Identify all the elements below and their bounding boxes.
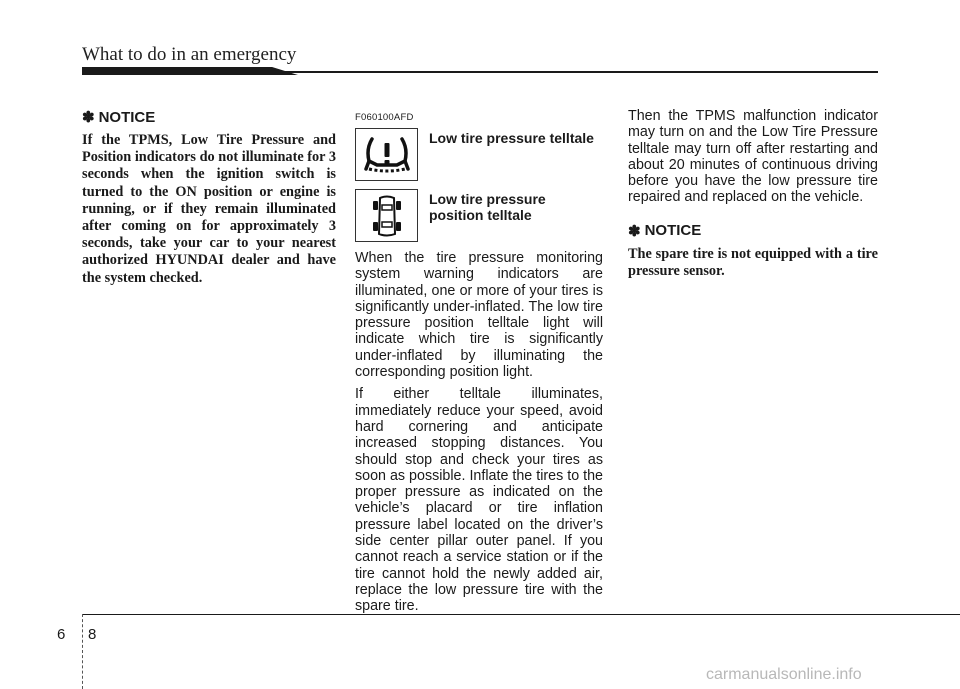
footer-divider — [82, 614, 83, 689]
low-tire-pressure-telltale-icon — [355, 128, 418, 181]
notice-title — [628, 222, 878, 240]
chapter-number: 6 — [57, 626, 66, 643]
page-number: 8 — [88, 626, 97, 643]
figure-code: F060100AFD — [355, 112, 414, 123]
notice-star-icon: ✽ — [82, 109, 95, 126]
tire-position-telltale-icon — [355, 189, 418, 242]
column-middle — [355, 108, 603, 621]
icon-row-pressure — [355, 128, 603, 181]
footer-rule — [82, 614, 960, 615]
notice-label: NOTICE — [644, 222, 702, 240]
notice-title — [82, 108, 336, 126]
icon-label: Low tire pressure telltale — [429, 130, 594, 146]
header-rule — [82, 71, 878, 73]
header-title: What to do in an emergency — [82, 44, 297, 65]
paragraph: When the tire pressure monitoring system warning indicators are illuminated, one or more of your tires is significantly under-inflated. The low tire pressure position telltale light will indicate which tire is significantly under-inflated by illuminating the corresponding position light. — [355, 250, 603, 381]
watermark: carmanualsonline.info — [706, 666, 862, 683]
paragraph: Then the TPMS malfunction indicator may turn on and the Low Tire Pressure telltale may turn off after restarting and about 20 minutes of continuous driving before you have the low pressure tire repaired and replaced on the vehicle. — [628, 108, 878, 206]
notice-body: If the TPMS, Low Tire Pressure and Position indicators do not illuminate for 3 seconds when the ignition switch is turned to the ON position or engine is running, or if they remain illuminated after coming on for approximately 3 seconds, take your car to your nearest authorized HYUNDAI dealer and have the system checked. — [82, 132, 336, 286]
icon-label: Low tire pressure position telltale — [429, 191, 546, 223]
column-left — [82, 108, 336, 287]
notice-label: NOTICE — [98, 108, 156, 126]
notice-body: The spare tire is not equipped with a tire pressure sensor. — [628, 245, 878, 279]
column-right — [628, 108, 878, 280]
notice-star-icon: ✽ — [628, 222, 641, 240]
icon-row-position — [355, 189, 603, 242]
paragraph: If either telltale illuminates, immediately reduce your speed, avoid hard cornering and anticipate increased stopping distances. You should stop and check your tires as soon as possible. Inflate the tires to the proper pressure as indicated on the vehicle’s placard or tire inflation pressure label located on the driver’s side center pillar outer panel. If you cannot reach a service station or if the tire cannot hold the newly added air, replace the low pressure tire with the spare tire. — [355, 386, 603, 615]
